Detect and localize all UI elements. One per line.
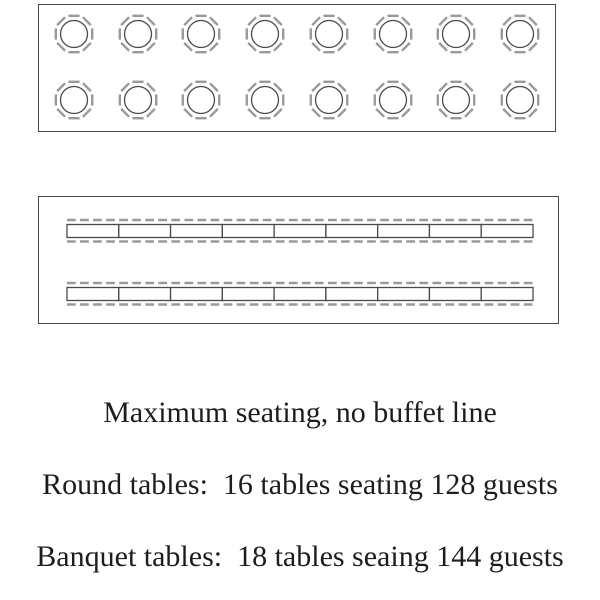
chair-mark: [121, 43, 129, 51]
round-table: [498, 12, 542, 56]
chair-mark: [248, 83, 256, 91]
round-table: [179, 78, 223, 122]
round-table: [116, 12, 160, 56]
chair-mark: [147, 43, 155, 51]
round-table: [243, 12, 287, 56]
banquet-table-row: [66, 217, 534, 245]
round-table: [243, 78, 287, 122]
chair-mark: [439, 43, 447, 51]
chair-mark: [529, 109, 537, 117]
chair-mark: [465, 109, 473, 117]
round-table: [52, 78, 96, 122]
chair-mark: [274, 83, 282, 91]
round-table-row: [52, 78, 542, 122]
banquet-table: [119, 225, 171, 238]
round-table: [116, 78, 160, 122]
chair-mark: [529, 43, 537, 51]
chair-mark: [338, 109, 346, 117]
chair-mark: [185, 43, 193, 51]
chair-mark: [57, 109, 65, 117]
chair-mark: [312, 43, 320, 51]
chair-mark: [503, 83, 511, 91]
chair-mark: [529, 17, 537, 25]
chair-mark: [185, 17, 193, 25]
chair-mark: [376, 109, 384, 117]
heading-text: Maximum seating, no buffet line: [103, 396, 497, 429]
round-table-top: [443, 87, 470, 114]
chair-mark: [312, 109, 320, 117]
chair-mark: [503, 109, 511, 117]
banquet-table: [67, 225, 119, 238]
chair-mark: [312, 17, 320, 25]
banquet-table: [222, 225, 274, 238]
chair-mark: [274, 109, 282, 117]
round-table-top: [252, 21, 279, 48]
chair-mark: [147, 17, 155, 25]
banquet-table: [274, 288, 326, 301]
banquet-table: [429, 225, 481, 238]
chair-mark: [338, 43, 346, 51]
chair-mark: [338, 17, 346, 25]
round-table: [179, 12, 223, 56]
banquet-table: [481, 288, 533, 301]
chair-mark: [338, 83, 346, 91]
banquet-tables-room-outline: [38, 196, 559, 324]
banquet-table: [274, 225, 326, 238]
chair-mark: [248, 109, 256, 117]
round-table-top: [315, 21, 342, 48]
banquet-table: [171, 288, 223, 301]
banquet-tables-summary-text: Banquet tables: 18 tables seaing 144 guests: [36, 540, 564, 573]
chair-mark: [83, 109, 91, 117]
round-table-top: [379, 21, 406, 48]
chair-mark: [121, 83, 129, 91]
round-table-top: [506, 87, 533, 114]
chair-mark: [503, 43, 511, 51]
chair-mark: [248, 43, 256, 51]
chair-mark: [503, 17, 511, 25]
chair-mark: [529, 83, 537, 91]
banquet-table: [481, 225, 533, 238]
chair-mark: [376, 17, 384, 25]
chair-mark: [185, 109, 193, 117]
round-table-top: [188, 21, 215, 48]
chair-mark: [121, 17, 129, 25]
chair-mark: [465, 83, 473, 91]
chair-mark: [57, 43, 65, 51]
chair-mark: [376, 43, 384, 51]
round-table-top: [124, 21, 151, 48]
chair-mark: [57, 83, 65, 91]
round-table-top: [252, 87, 279, 114]
banquet-table-strip: [66, 280, 534, 308]
chair-mark: [210, 43, 218, 51]
round-table: [498, 78, 542, 122]
round-table: [307, 12, 351, 56]
chair-mark: [439, 109, 447, 117]
banquet-table: [67, 288, 119, 301]
chair-mark: [274, 43, 282, 51]
round-table-top: [506, 21, 533, 48]
round-table-top: [379, 87, 406, 114]
chair-mark: [465, 17, 473, 25]
round-table: [434, 12, 478, 56]
banquet-table: [222, 288, 274, 301]
round-table-top: [443, 21, 470, 48]
round-table-top: [61, 87, 88, 114]
banquet-table-strip: [66, 217, 534, 245]
chair-mark: [83, 43, 91, 51]
chair-mark: [401, 43, 409, 51]
chair-mark: [83, 83, 91, 91]
chair-mark: [83, 17, 91, 25]
chair-mark: [312, 83, 320, 91]
round-table-top: [61, 21, 88, 48]
chair-mark: [401, 83, 409, 91]
banquet-table: [378, 225, 430, 238]
round-table-top: [124, 87, 151, 114]
round-table: [371, 78, 415, 122]
round-table-top: [315, 87, 342, 114]
round-table-top: [188, 87, 215, 114]
chair-mark: [376, 83, 384, 91]
chair-mark: [147, 109, 155, 117]
chair-mark: [185, 83, 193, 91]
chair-mark: [57, 17, 65, 25]
chair-mark: [439, 17, 447, 25]
round-table-row: [52, 12, 542, 56]
round-table: [52, 12, 96, 56]
chair-mark: [210, 109, 218, 117]
banquet-table: [429, 288, 481, 301]
chair-mark: [465, 43, 473, 51]
chair-mark: [274, 17, 282, 25]
round-table: [371, 12, 415, 56]
banquet-table: [378, 288, 430, 301]
banquet-table: [326, 225, 378, 238]
banquet-table-row: [66, 280, 534, 308]
round-tables-summary-text: Round tables: 16 tables seating 128 guests: [42, 468, 558, 501]
banquet-table: [326, 288, 378, 301]
banquet-table: [171, 225, 223, 238]
chair-mark: [210, 83, 218, 91]
chair-mark: [439, 83, 447, 91]
chair-mark: [147, 83, 155, 91]
chair-mark: [210, 17, 218, 25]
chair-mark: [401, 17, 409, 25]
round-table: [434, 78, 478, 122]
banquet-table: [119, 288, 171, 301]
round-tables-room-outline: [38, 4, 556, 132]
chair-mark: [248, 17, 256, 25]
chair-mark: [121, 109, 129, 117]
round-table: [307, 78, 351, 122]
chair-mark: [401, 109, 409, 117]
